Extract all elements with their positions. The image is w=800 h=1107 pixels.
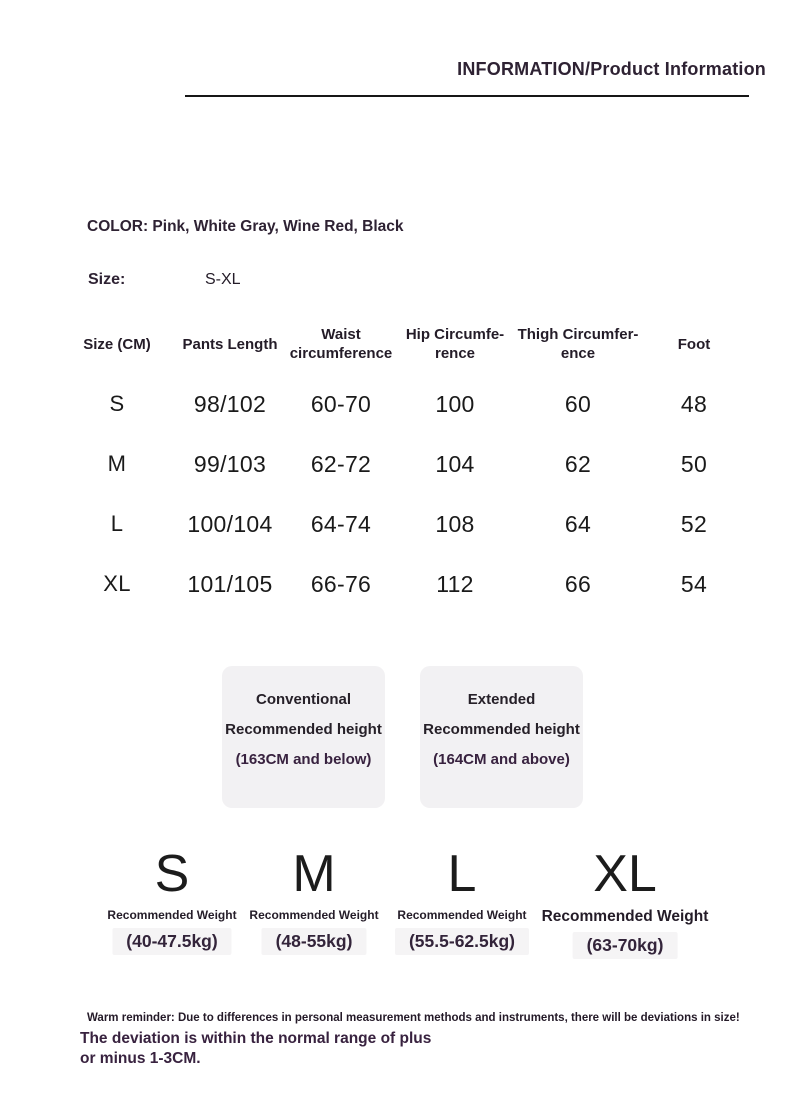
table-cell-pants-length: 100/104 [187,510,273,537]
weight-recommendation-xl [542,846,709,959]
page-title: INFORMATION/Product Information [457,59,766,79]
column-header-waist [286,314,396,374]
table-cell-hip: 108 [435,510,475,537]
table-cell-pants-length: 101/105 [187,570,273,597]
column-header-line: rence [434,345,476,362]
color-options-text: COLOR: Pink, White Gray, Wine Red, Black [87,218,404,235]
weight-range: (48-55kg) [262,928,367,955]
weight-range: (63-70kg) [573,932,678,959]
column-header-foot [642,314,746,374]
weight-recommendation-s [107,846,236,955]
deviation-note-text: The deviation is within the normal range of plus or minus 1-3CM. [80,1030,432,1067]
height-box-title: Extended [467,691,536,708]
height-box-title: Conventional [255,691,351,708]
column-header-line: Pants Length [182,335,278,353]
size-table [60,314,746,614]
weight-range: (40-47.5kg) [112,928,231,955]
weight-label: Recommended Weight [397,908,527,922]
table-cell-pants-length: 98/102 [193,390,267,417]
table-cell-size: XL [103,571,131,596]
table-cell-size: L [110,511,124,536]
table-cell-foot: 48 [680,390,708,417]
column-header-line: Size (CM) [83,335,151,353]
warm-reminder-text: Warm reminder: Due to differences in personal measurement methods and instruments, there will be deviations in size! [87,1012,740,1024]
height-box-extended [420,666,583,808]
table-cell-thigh: 66 [564,570,592,597]
column-header-line: Foot [677,335,711,353]
table-cell-foot: 52 [680,510,708,537]
column-header-line: Waist [321,326,361,343]
column-header-hip [396,314,514,374]
weight-size-letter: XL [593,845,657,903]
height-box-subtitle: Recommended height [225,721,382,738]
height-box-range: (163CM and below) [235,751,372,768]
table-cell-thigh: 62 [564,450,592,477]
table-cell-size: S [109,391,125,416]
column-header-size [60,314,174,374]
column-header-line: Hip Circumfe- [405,326,505,343]
weight-range: (55.5-62.5kg) [395,928,529,955]
weight-size-letter: M [292,845,336,903]
weight-label: Recommended Weight [107,908,237,922]
size-range-line [88,271,488,289]
table-cell-foot: 54 [680,570,708,597]
size-range-value: S-XL [205,271,241,288]
table-cell-foot: 50 [680,450,708,477]
height-box-range: (164CM and above) [433,751,570,768]
weight-size-letter: L [447,845,477,903]
table-cell-pants-length: 99/103 [193,450,267,477]
height-box-conventional [222,666,385,808]
column-header-pants-length [174,314,286,374]
column-header-line: ence [560,345,596,362]
table-cell-waist: 62-72 [310,450,372,477]
table-cell-waist: 60-70 [310,390,372,417]
table-cell-hip: 100 [435,390,475,417]
column-header-line: Thigh Circumfer- [517,326,639,343]
weight-recommendation-l [395,846,529,955]
size-range-label: Size: [88,271,126,288]
weight-size-letter: S [154,845,190,903]
weight-recommendation-m [249,846,378,955]
table-cell-thigh: 60 [564,390,592,417]
table-cell-size: M [107,451,127,476]
header-divider [185,95,749,97]
weight-label: Recommended Weight [249,908,379,922]
height-box-subtitle: Recommended height [423,721,580,738]
weight-label: Recommended Weight [541,908,709,925]
column-header-thigh [514,314,642,374]
table-cell-hip: 104 [435,450,475,477]
table-cell-waist: 66-76 [310,570,372,597]
column-header-line: circumference [289,345,393,362]
table-cell-hip: 112 [436,570,474,597]
table-cell-thigh: 64 [564,510,592,537]
table-cell-waist: 64-74 [310,510,372,537]
